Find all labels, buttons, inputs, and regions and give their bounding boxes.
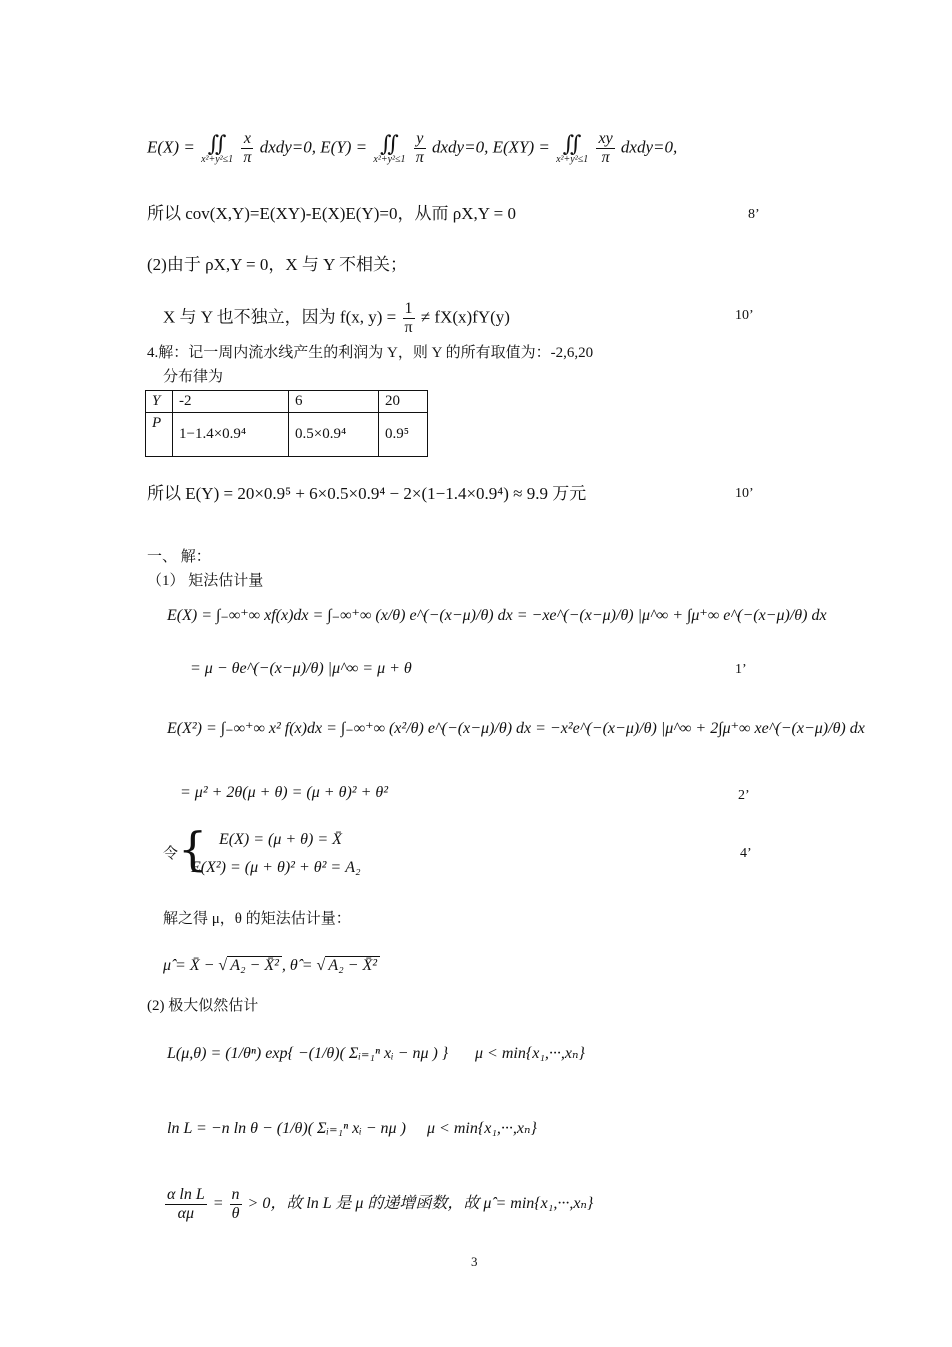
ey-tail: dxdy=0, [432, 137, 489, 157]
dist-label: 分布律为 [163, 369, 224, 385]
double-integral-ex: ∬ x²+y²≤1 [201, 130, 234, 165]
double-integral-ey: ∬ x²+y²≤1 [373, 130, 406, 165]
let-word: 令 [163, 846, 179, 862]
derivative-line [163, 1186, 593, 1223]
table-cell: -2 [173, 391, 289, 413]
theta-hat: , θ̂ = [281, 957, 317, 974]
log-likelihood-line: ln L = −n ln θ − (1/θ)( Σᵢ₌₁ⁿ xᵢ − nμ ) [167, 1120, 406, 1137]
frac-deriv: $\frac{\text{α ln L}}{\alpha\mu}$ [167, 1186, 205, 1222]
exy-left: E(XY) = [492, 137, 555, 157]
deriv-eq: = [212, 1195, 224, 1213]
indep-text: X 与 Y 也不独立，因为 f(x, y) = [163, 307, 397, 327]
ex-left: E(X) = [147, 137, 200, 157]
exy-tail: dxdy=0, [620, 137, 678, 157]
ex2-result-line: = μ² + 2θ(μ + θ) = (μ + θ)² + θ² [180, 784, 389, 801]
ex-integral-line: E(X) = ∫₋∞⁺∞ xf(x)dx = ∫₋∞⁺∞ (x/θ) e^(−(x−μ)/θ) dx = −xe^(−(x−μ)/θ) |μ^∞ + ∫μ⁺∞ e^(−(x−μ)/θ) dx [167, 607, 827, 624]
mu-root: A₂ − X̄² [227, 956, 282, 974]
score-mark-4: 4’ [740, 846, 752, 861]
table-cell: 6 [289, 391, 379, 413]
part2-line: (2)由于 ρX,Y = 0，X 与 Y 不相关； [147, 255, 407, 274]
ex2-integral-line: E(X²) = ∫₋∞⁺∞ x² f(x)dx = ∫₋∞⁺∞ (x²/θ) e^(−(x−μ)/θ) dx = −x²e^(−(x−μ)/θ) |μ^∞ + 2∫μ⁺∞ xe^(−(x−μ)/θ) dx [167, 720, 865, 737]
score-mark-2: 2’ [738, 788, 750, 803]
sqrt-icon: √ [218, 957, 228, 974]
frac-xy-pi: $\frac{xy}{\pi}$ [598, 130, 613, 166]
indep-tail: ≠ fX(x)fY(y) [420, 307, 510, 327]
likelihood-line: L(μ,θ) = (1/θⁿ) exp{ −(1/θ)( Σᵢ₌₁ⁿ xᵢ − nμ ) } [167, 1045, 449, 1062]
expectation-integrals-line [147, 130, 677, 167]
system-eq2: E(X²) = (μ + θ)² + θ² = A₂ [191, 859, 361, 876]
sqrt-icon: √ [316, 957, 326, 974]
score-mark-1: 1’ [735, 662, 747, 677]
table-cell: 20 [379, 391, 428, 413]
ey-left: E(Y) = [320, 137, 372, 157]
score-mark-10a: 10’ [735, 308, 754, 323]
table-cell: 0.5×0.9⁴ [289, 413, 379, 457]
likelihood-cond: μ < min{x₁,···,xₙ} [475, 1045, 585, 1062]
page-number: 3 [471, 1254, 478, 1269]
double-integral-exy: ∬ x²+y²≤1 [556, 130, 589, 165]
mu-hat: μ̂ = X̄ − [163, 957, 219, 974]
sub2-heading: (2) 极大似然估计 [147, 998, 259, 1014]
solve-text: 解之得 μ，θ 的矩法估计量： [163, 911, 351, 927]
sub1-heading: （1） 矩法估计量 [147, 573, 264, 589]
deriv-tail: > 0，故 ln L 是 μ 的递增函数，故 μ̂ = min{x₁,···,xₙ} [247, 1195, 594, 1213]
frac-x-pi: $\frac{x}{\pi}$ [243, 130, 252, 166]
theta-root: A₂ − X̄² [325, 956, 380, 974]
covariance-line: 所以 cov(X,Y)=E(XY)-E(X)E(Y)=0，从而 ρX,Y = 0 [147, 204, 516, 223]
frac-n-theta: $\frac{n}{\theta}$ [231, 1186, 240, 1222]
system-eq1: E(X) = (μ + θ) = X̄ [219, 831, 342, 848]
table-header-row [146, 391, 428, 413]
table-cell: 0.9⁵ [379, 413, 428, 457]
log-likelihood-cond: μ < min{x₁,···,xₙ} [427, 1120, 537, 1137]
table-row [146, 413, 428, 457]
ex-tail: dxdy=0, [259, 137, 316, 157]
ex-result-line: = μ − θe^(−(x−μ)/θ) |μ^∞ = μ + θ [190, 660, 412, 677]
q4-intro: 4.解：记一周内流水线产生的利润为 Y，则 Y 的所有取值为：-2,6,20 [147, 345, 594, 361]
expectation-y-line: 所以 E(Y) = 20×0.9⁵ + 6×0.5×0.9⁴ − 2×(1−1.4×0.9⁴) ≈ 9.9 万元 [147, 484, 587, 503]
score-mark-8: 8’ [748, 207, 760, 222]
moment-estimators [163, 955, 380, 977]
table-cell: P [146, 413, 173, 457]
frac-y-pi: $\frac{y}{\pi}$ [415, 130, 424, 166]
left-brace-icon: { [178, 822, 208, 876]
section-heading: 一、 解： [147, 549, 211, 565]
table-cell: Y [146, 391, 173, 413]
score-mark-10b: 10’ [735, 486, 754, 501]
table-cell: 1−1.4×0.9⁴ [173, 413, 289, 457]
frac-one-pi: $\frac{1}{\pi}$ [404, 300, 413, 336]
independence-line [163, 300, 510, 337]
distribution-table [145, 390, 428, 457]
